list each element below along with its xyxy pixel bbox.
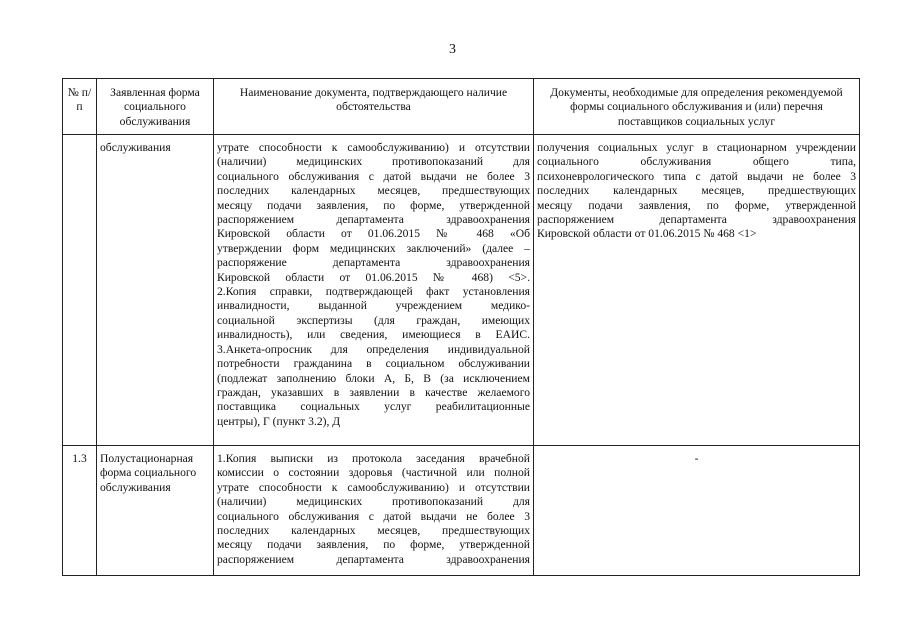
row-cont-needed (534, 135, 860, 446)
text-line: (наличии) медицинских противопоказаний для (217, 495, 530, 509)
document-table (62, 78, 860, 576)
header-doc: Наименование документа, подтверждающего наличие обстоятельства (214, 79, 534, 135)
header-needed: Документы, необходимые для определения рекомендуемой формы социального обслуживания и (или) перечня поставщиков социальных услуг (534, 79, 860, 135)
text-line: Полустационарная (100, 452, 194, 465)
text-line: социальной экспертизы (для граждан, имеющих (217, 313, 530, 327)
text-line: потребности гражданина в социальном обслуживании (217, 357, 530, 371)
text-line: 2.Копия справки, подтверждающей факт установления (217, 285, 530, 299)
row-13-form (97, 446, 214, 576)
text-line: Кировской области от 01.06.2015 № 468 <1> (537, 227, 757, 241)
text-line: получения социальных услуг в стационарном учреждении (537, 141, 856, 154)
text-line: (наличии) медицинских противопоказаний для (217, 155, 530, 169)
text-line: месяцу подачи заявления, по форме, утвержденной (217, 538, 530, 552)
text-line: последних календарных месяцев, предшествующих (217, 184, 530, 198)
row-13-doc-lines (217, 452, 530, 567)
text-line: комиссии о состоянии здоровья (частичной или полной (217, 466, 530, 480)
row-cont-needed-lines (537, 141, 856, 242)
table-header-row (63, 79, 860, 135)
text-line: инвалидность), или сведения, имеющиеся в ЕАИС. (217, 328, 530, 342)
text-line: поставщика социальных услуг реабилитационные (217, 400, 530, 414)
row-13-form-lines (100, 452, 210, 495)
text-line: месяцу подачи заявления, по форме, утвержденной (537, 198, 856, 212)
text-line: центры), Г (пункт 3.2), Д (217, 414, 341, 428)
text-line: месяцу подачи заявления, по форме, утвержденной (217, 198, 530, 212)
row-cont-num (63, 135, 97, 446)
table-row-1-3 (63, 446, 860, 576)
row-13-needed: - (534, 446, 860, 576)
text-line: граждан, указавших в заявлении в качестве желаемого (217, 385, 530, 399)
text-line: инвалидности, выданной учреждением медико- (217, 299, 530, 313)
text-line: распоряжением департамента здравоохранения (217, 213, 530, 227)
header-form: Заявленная форма социального обслуживания (97, 79, 214, 135)
text-line: социального обслуживания с датой выдачи не более 3 (217, 169, 530, 183)
text-line: 1.Копия выписки из протокола заседания врачебной (217, 452, 530, 465)
text-line: распоряжением департамента здравоохранения (217, 552, 530, 566)
text-line: утрате способности к самообслуживанию) и отсутствии (217, 480, 530, 494)
text-line: распоряжение департамента здравоохранения (217, 256, 530, 270)
text-line: психоневрологического типа с датой выдачи не более 3 (537, 169, 856, 183)
text-line: последних календарных месяцев, предшествующих (537, 184, 856, 198)
row-cont-form: обслуживания (97, 135, 214, 446)
table-row-continued (63, 135, 860, 446)
text-line: социального обслуживания общего типа, (537, 155, 856, 169)
text-line: (подлежат заполнению блоки А, Б, В (за исключением (217, 371, 530, 385)
row-cont-doc-lines (217, 141, 530, 429)
row-13-num: 1.3 (63, 446, 97, 576)
text-line: 3.Анкета-опросник для определения индивидуальной (217, 342, 530, 356)
text-line: Кировской области от 01.06.2015 № 468 «Об (217, 227, 530, 241)
text-line: Кировской области от 01.06.2015 № 468) <5>. (217, 270, 530, 284)
row-13-doc (214, 446, 534, 576)
page-number: 3 (449, 42, 456, 57)
header-num: № п/п (63, 79, 97, 135)
text-line: утрате способности к самообслуживанию) и отсутствии (217, 141, 530, 154)
text-line: утверждении форм медицинских заключений» (далее – (217, 241, 530, 255)
text-line: обслуживания (100, 480, 171, 494)
text-line: последних календарных месяцев, предшествующих (217, 524, 530, 538)
row-cont-doc (214, 135, 534, 446)
text-line: распоряжением департамента здравоохранения (537, 213, 856, 227)
text-line: форма социального (100, 466, 197, 480)
text-line: социального обслуживания с датой выдачи не более 3 (217, 509, 530, 523)
